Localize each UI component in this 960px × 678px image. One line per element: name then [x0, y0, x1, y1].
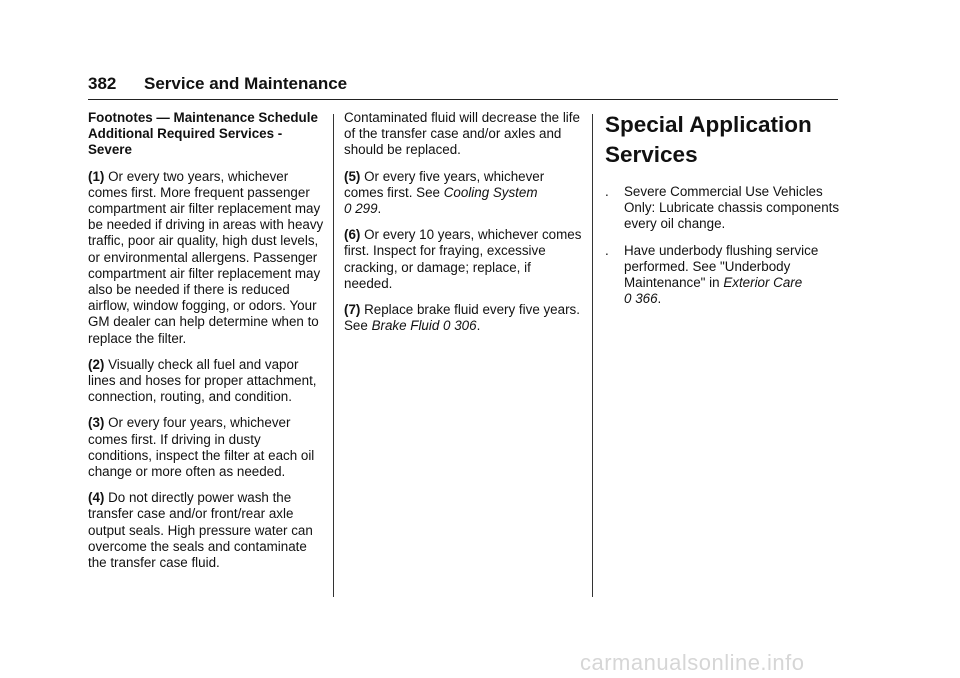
bullet-item-2 [605, 243, 843, 308]
exterior-care-ref: Exterior Care [723, 275, 803, 291]
footnote-7-end: . [476, 318, 481, 334]
bullet-1-text: Severe Commercial Use Vehicles Only: Lubricate chassis components every oil change. [624, 184, 840, 232]
footnote-7 [344, 302, 582, 334]
column-divider-2 [592, 114, 593, 597]
page-ref-icon: 0 [624, 291, 632, 307]
footnote-5 [344, 169, 582, 218]
footnote-1-number: (1) [88, 168, 105, 184]
footnote-4-number: (4) [88, 490, 105, 506]
exterior-care-page: 366 [635, 291, 658, 307]
brake-fluid-ref: Brake Fluid [371, 318, 440, 334]
footnote-6-number: (6) [344, 227, 361, 243]
column-right [605, 110, 843, 317]
section-title-line2: Services [605, 142, 698, 167]
footnotes-heading: Footnotes — Maintenance Schedule Additional Required Services - Severe [88, 110, 318, 158]
footnote-4-continued: Contaminated fluid will decrease the life of the transfer case and/or axles and should be replaced. [344, 110, 580, 158]
brake-fluid-link[interactable] [372, 318, 477, 333]
footnote-2-number: (2) [88, 356, 105, 372]
footnote-6-text: Or every 10 years, whichever comes first. Inspect for fraying, excessive cracking, or damage; replace, if needed. [344, 227, 582, 291]
bullet-2-text: Have underbody flushing service performed. See "Underbody Maintenance" in [624, 242, 819, 291]
footnote-5-text: Or every five years, whichever comes first. See [344, 168, 545, 200]
footnote-3 [88, 415, 326, 480]
chapter-title: Service and Maintenance [144, 74, 348, 93]
page-header [88, 74, 347, 94]
footnote-3-text: Or every four years, whichever comes first. If driving in dusty conditions, inspect the filter at each oil change or more often as needed. [88, 415, 315, 480]
column-middle [344, 110, 582, 344]
page-ref-icon: 0 [344, 201, 352, 217]
footnote-1-text: Or every two years, whichever comes first. More frequent passenger compartment air filter replacement may be needed if driving in areas with heavy traffic, poor air quality, high dust levels, or environmental allergens. Passenger compartment air filter replacement may also be needed if there is reduced airflow, window fogging, or odors. Your GM dealer can help determine when to replace the filter. [88, 168, 324, 346]
section-title-line1: Special Application [605, 112, 812, 137]
footnote-7-number: (7) [344, 302, 361, 318]
column-left [88, 110, 326, 581]
footnote-7-text: Replace brake fluid every five years. See [344, 302, 580, 334]
header-rule [88, 99, 838, 100]
column-divider-1 [333, 114, 334, 597]
cooling-system-ref: Cooling System [443, 184, 538, 200]
footnote-2 [88, 357, 326, 406]
brake-fluid-page: 306 [454, 318, 477, 334]
page-number: 382 [88, 74, 117, 93]
bullet-icon: . [605, 242, 609, 258]
cooling-system-page: 299 [355, 201, 378, 217]
footnote-1 [88, 169, 326, 347]
footnote-6 [344, 227, 582, 292]
footnote-2-text: Visually check all fuel and vapor lines and hoses for proper attachment, connection, routing, and condition. [88, 356, 317, 405]
watermark: carmanualsonline.info [580, 650, 805, 675]
footnote-4-text: Do not directly power wash the transfer case and/or front/rear axle output seals. High pressure water can overcome the seals and contaminate the transfer case fluid. [88, 490, 313, 571]
footnote-5-end: . [377, 201, 382, 217]
footnote-3-number: (3) [88, 415, 105, 431]
footnote-5-number: (5) [344, 168, 361, 184]
bullet-icon: . [605, 184, 609, 199]
page-ref-icon: 0 [443, 318, 451, 334]
footnote-4 [88, 490, 326, 571]
bullet-2-end: . [657, 291, 662, 307]
section-title [605, 110, 843, 170]
bullet-item-1 [605, 184, 843, 233]
